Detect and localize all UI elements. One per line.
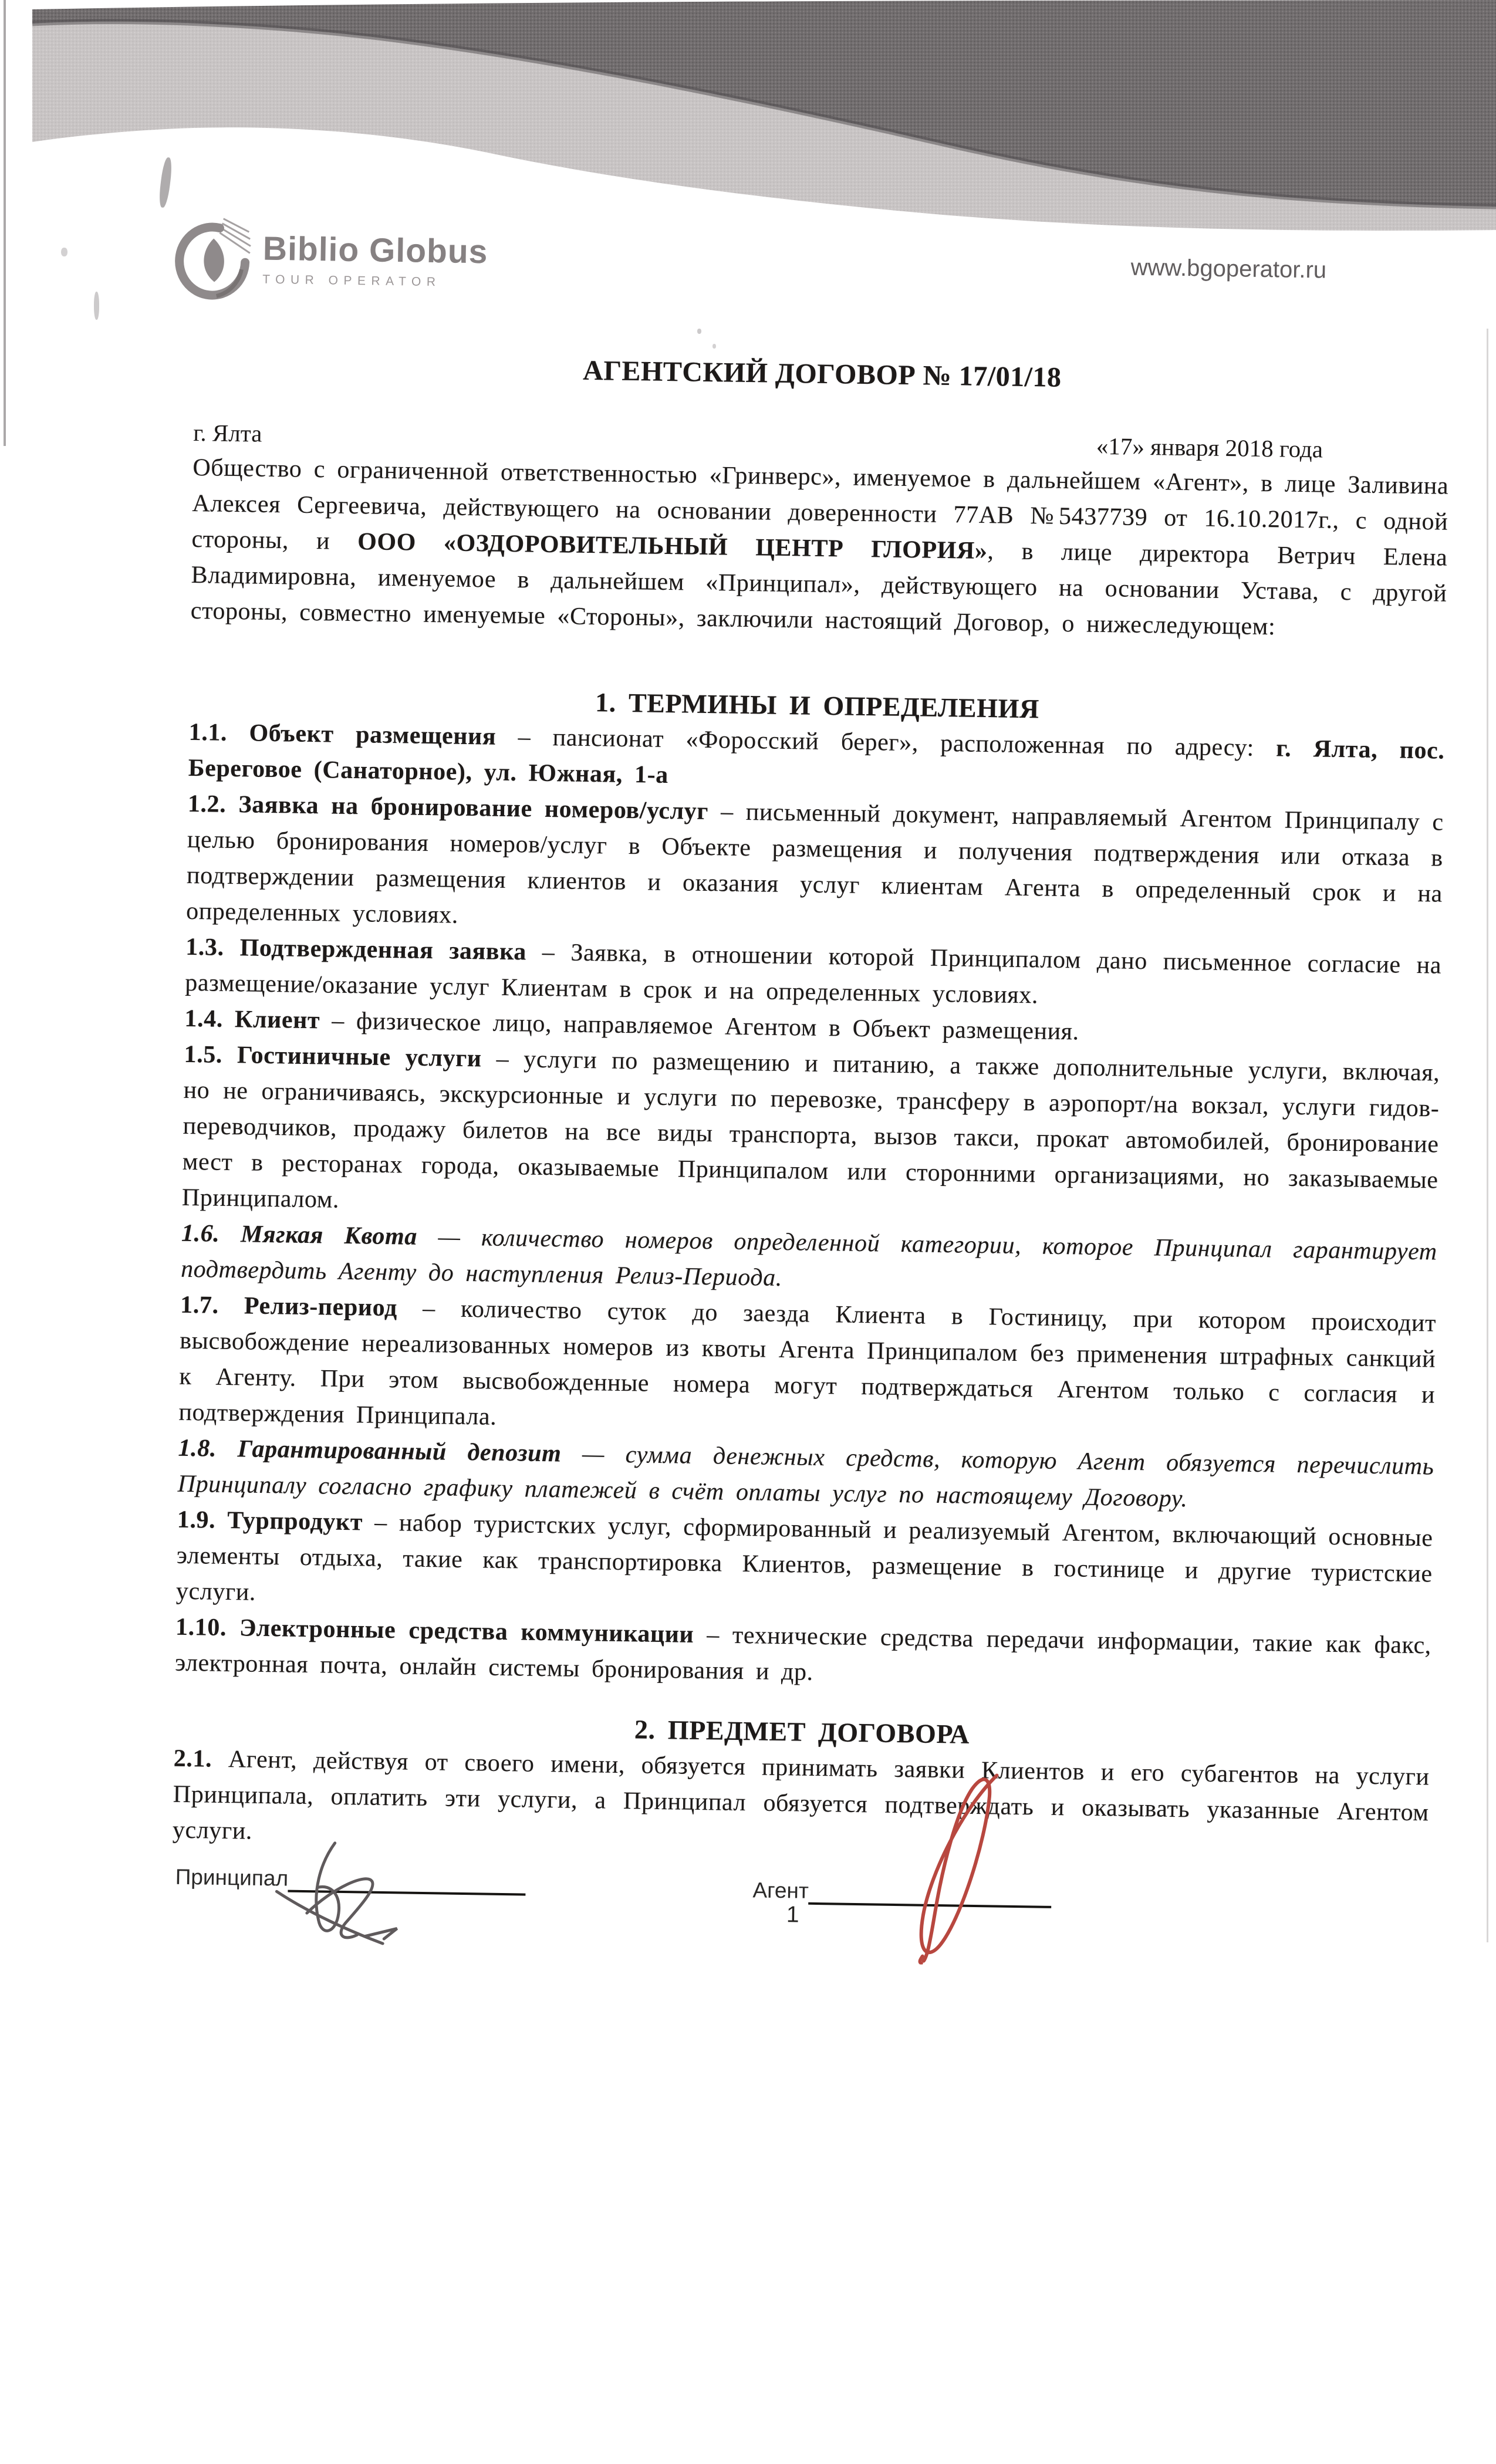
logo-text [262, 216, 488, 290]
globe-logo-icon [170, 214, 254, 307]
contract-title: АГЕНТСКИЙ ДОГОВОР № 17/01/18 [582, 354, 1062, 393]
page-number: 1 [786, 1902, 799, 1928]
section-1-heading: 1. ТЕРМИНЫ И ОПРЕДЕЛЕНИЯ [595, 687, 1040, 724]
clause-1-10: 1.10. Электронные средства коммуникации – технические средства передачи информации, такие как факс, электронная почта, онлайн системы бронирования и др. [174, 1613, 1432, 1686]
clause-1-7: 1.7. Релиз-период – количество суток до заезда Клиента в Гостиницу, при котором происходит высвобождение нереализованных номеров из квоты Агента Принципалом без применения штрафных санкций к Агенту. При этом высвобожденные номера могут подтверждаться Агентом только с согласия и подтверждения Принципала. [178, 1291, 1437, 1431]
principal-signature [250, 1837, 451, 1958]
agent-signature [872, 1770, 1051, 1966]
section-2-heading: 2. ПРЕДМЕТ ДОГОВОРА [634, 1714, 970, 1749]
preamble-paragraph: Общество с ограниченной ответственностью «Гринверс», именуемое в дальнейшем «Агент», в лице Заливина Алексея Сергеевича, действующего на основании доверенности 77АВ №5437739 от 16.10.2017г., с одной стороны, и ООО «ОЗДОРОВИТЕЛЬНЫЙ ЦЕНТР ГЛОРИЯ», в лице директора Ветрич Елена Владимировна, именуемое в дальнейшем «Принципал», действующего на основании Устава, с другой стороны, совместно именуемые «Стороны», заключили настоящий Договор, о нижеследующем: [190, 454, 1449, 641]
contract-body [172, 450, 1448, 1867]
scan-speck [61, 248, 67, 256]
clause-1-8: 1.8. Гарантированный депозит — сумма денежных средств, которую Агент обязуется перечислить Принципалу согласно графику платежей в счёт оплаты услуг по настоящему Договору. [177, 1434, 1434, 1513]
scan-speck [94, 292, 99, 320]
letterhead [195, 207, 1453, 359]
biblio-globus-logo [170, 214, 488, 310]
contract-date: «17» января 2018 года [1096, 432, 1323, 463]
brand-name: Biblio Globus [262, 229, 488, 271]
clause-1-4: 1.4. Клиент – физическое лицо, направляемое Агентом в Объект размещения. [184, 1005, 1080, 1046]
clause-1-2: 1.2. Заявка на бронирование номеров/услуг – письменный документ, направляемый Агентом Принципалу с целью бронирования номеров/услуг в Объекте размещения и получения подтверждения или отказа в подтверждении размещения клиентов и оказания услуг клиентам Агента в определенный срок и на определенных условиях. [185, 790, 1444, 929]
website-url: www.bgoperator.ru [1130, 254, 1327, 283]
clause-2-1: 2.1. Агент, действуя от своего имени, обязуется принимать заявки Клиентов и его субагентов на услуги Принципала, оплатить эти услуги, а Принципал обязуется подтверждать и оказывать указанные Агентом услуги. [172, 1745, 1430, 1845]
scan-edge-line-right [1487, 329, 1488, 1942]
clause-1-9: 1.9. Турпродукт – набор туристских услуг, сформированный и реализуемый Агентом, включающий основные элементы отдыха, такие как транспортировка Клиентов, размещение в гостинице и другие туристские услуги. [175, 1506, 1433, 1606]
contract-content [170, 207, 1453, 2057]
clause-1-3: 1.3. Подтвержденная заявка – Заявка, в отношении которой Принципалом дано письменное согласие на размещение/оказание услуг Клиентам в срок и на определенных условиях. [185, 933, 1442, 1009]
signature-block [170, 1863, 1428, 2057]
clause-1-6: 1.6. Мягкая Квота — количество номеров определенной категории, которое Принципал гарантирует подтвердить Агенту до наступления Релиз-Периода. [180, 1219, 1438, 1292]
principal-label: Принципал [175, 1864, 289, 1891]
brand-tagline: TOUR OPERATOR [262, 272, 441, 289]
agent-label: Агент [752, 1878, 809, 1903]
contract-place: г. Ялта [193, 418, 262, 447]
scan-edge-line-left [4, 0, 6, 446]
clause-1-1: 1.1. Объект размещения – пансионат «Форосский берег», расположенная по адресу: г. Ялта, пос. Береговое (Санаторное), ул. Южная, 1-а [188, 718, 1445, 789]
clause-1-5: 1.5. Гостиничные услуги – услуги по размещению и питанию, а также дополнительные услуги, включая, но не ограничиваясь, экскурсионные и услуги по перевозке, трансферу в аэропорт/на вокзал, услуги гидов-переводчиков, продажу билетов на все виды транспорта, вызов такси, прокат автомобилей, бронирование мест в ресторанах города, оказываемые Принципалом или сторонними организациями, но заказываемые Принципалом. [181, 1040, 1440, 1214]
